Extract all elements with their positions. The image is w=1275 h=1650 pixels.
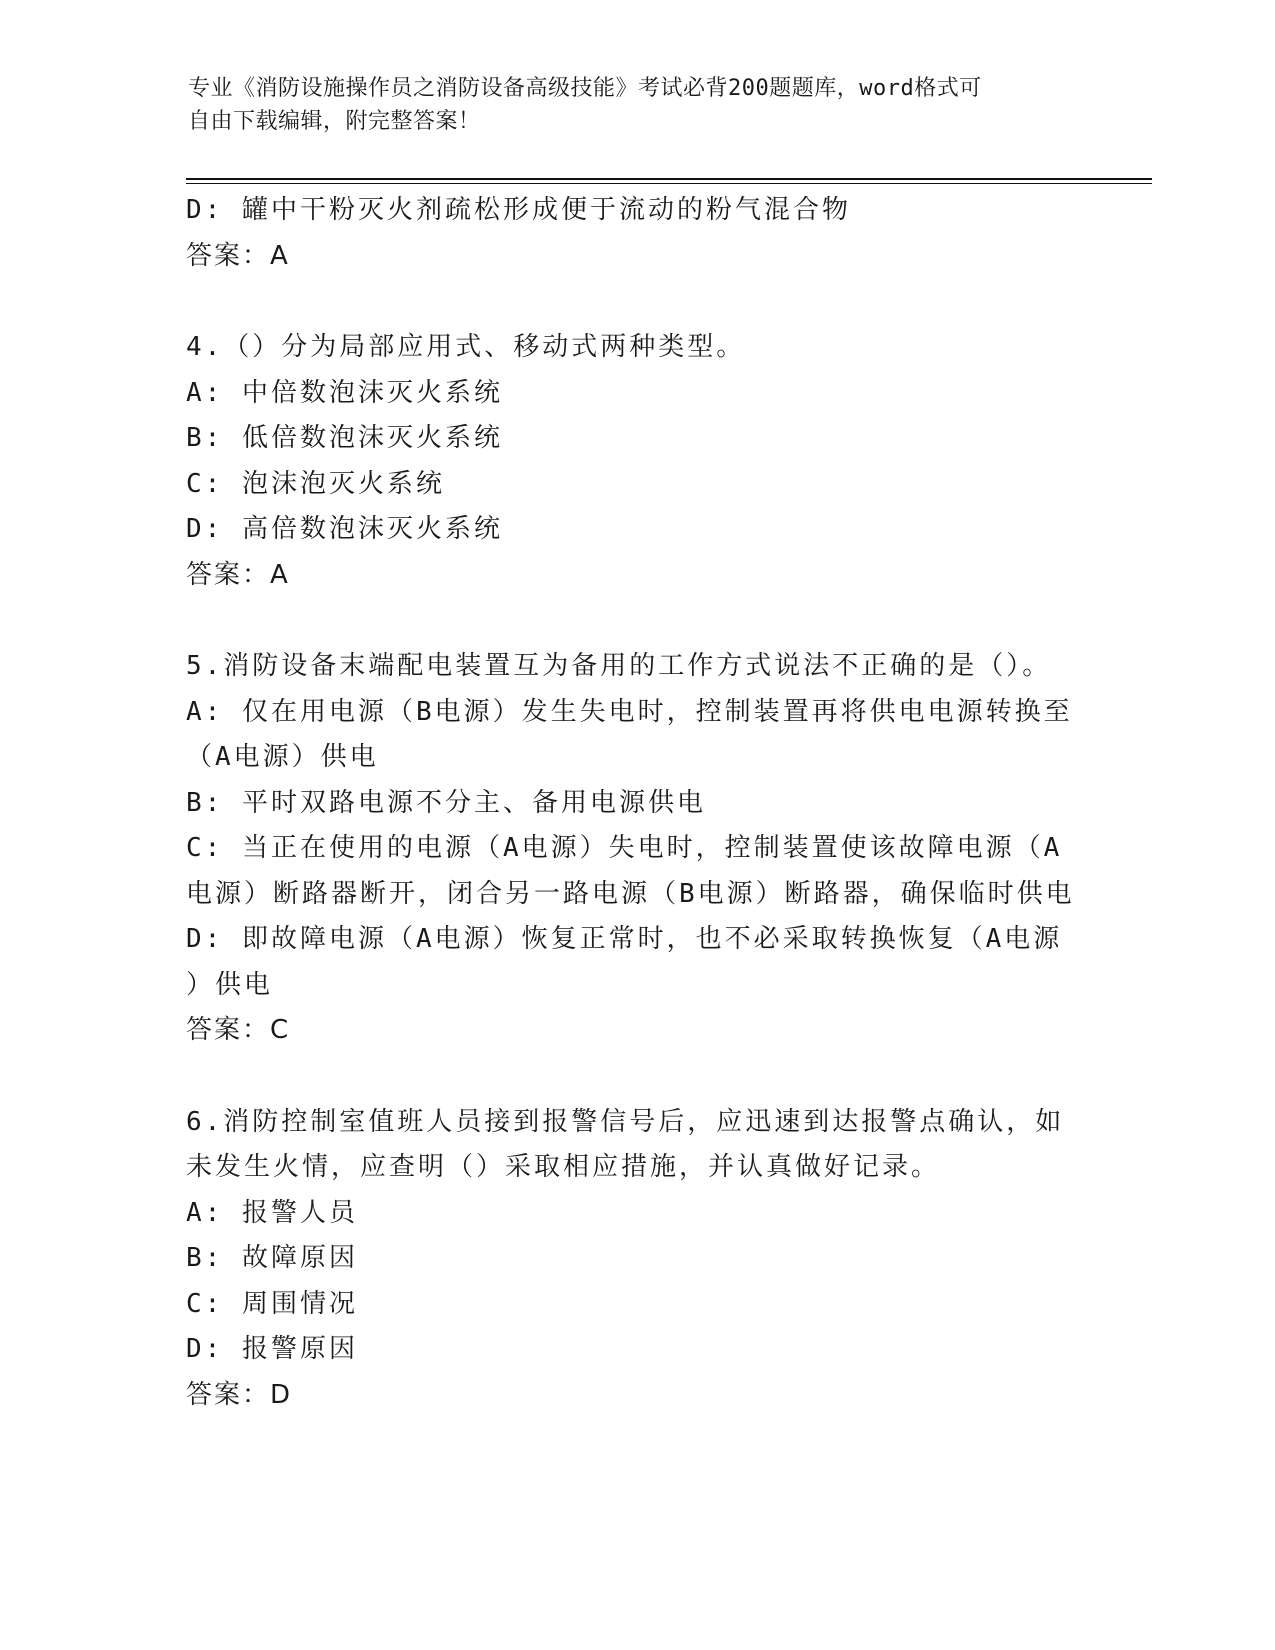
question-content xyxy=(186,188,1086,1418)
q4-option-b: B: 低倍数泡沫灭火系统 xyxy=(186,423,503,453)
header-line-1: 专业《消防设施操作员之消防设备高级技能》考试必背200题题库，word格式可 xyxy=(188,76,982,101)
q4-stem: 4.（）分为局部应用式、移动式两种类型。 xyxy=(186,332,746,362)
q6-stem-line-1: 6.消防控制室值班人员接到报警信号后，应迅速到达报警点确认，如 xyxy=(186,1106,1065,1137)
q5-option-d-line-1: D: 即故障电源（A电源）恢复正常时，也不必采取转换恢复（A电源 xyxy=(186,924,1063,954)
q5-option-d-line-2: ）供电 xyxy=(186,969,274,1000)
spacer xyxy=(186,1054,1086,1100)
q5-stem: 5.消防设备末端配电装置互为备用的工作方式说法不正确的是（）。 xyxy=(186,651,1052,681)
header-rule-thick xyxy=(186,178,1152,180)
q6-stem-line-2: 未发生火情，应查明（）采取相应措施，并认真做好记录。 xyxy=(186,1152,941,1182)
q6-answer: 答案：D xyxy=(186,1379,293,1410)
header-line-2: 自由下载编辑，附完整答案！ xyxy=(188,109,481,134)
q3-option-d: D: 罐中干粉灭火剂疏松形成便于流动的粉气混合物 xyxy=(186,195,851,225)
question-6 xyxy=(186,1100,1086,1419)
q5-option-c-line-1: C: 当正在使用的电源（A电源）失电时，控制装置使该故障电源（A xyxy=(186,833,1063,863)
q5-option-b: B: 平时双路电源不分主、备用电源供电 xyxy=(186,787,706,818)
q4-answer: 答案：A xyxy=(186,559,290,590)
q5-option-a-line-2: （A电源）供电 xyxy=(186,742,379,772)
q4-option-a: A: 中倍数泡沫灭火系统 xyxy=(186,377,503,408)
q6-option-d: D: 报警原因 xyxy=(186,1334,358,1364)
q3-answer: 答案：A xyxy=(186,240,290,271)
q4-option-d: D: 高倍数泡沫灭火系统 xyxy=(186,514,503,544)
q4-option-c: C: 泡沫泡灭火系统 xyxy=(186,468,445,499)
question-3-tail xyxy=(186,188,1086,279)
spacer xyxy=(186,598,1086,644)
page-header xyxy=(188,72,1068,138)
header-rule-thin xyxy=(186,183,1152,184)
q6-option-c: C: 周围情况 xyxy=(186,1288,358,1319)
q5-option-c-line-2: 电源）断路器断开，闭合另一路电源（B电源）断路器，确保临时供电 xyxy=(186,878,1075,909)
q5-answer: 答案：C xyxy=(186,1015,291,1045)
question-4 xyxy=(186,325,1086,598)
q6-option-a: A: 报警人员 xyxy=(186,1197,358,1228)
q6-option-b: B: 故障原因 xyxy=(186,1243,358,1273)
spacer xyxy=(186,279,1086,325)
q5-option-a-line-1: A: 仅在用电源（B电源）发生失电时，控制装置再将供电电源转换至 xyxy=(186,696,1073,727)
question-5 xyxy=(186,644,1086,1054)
